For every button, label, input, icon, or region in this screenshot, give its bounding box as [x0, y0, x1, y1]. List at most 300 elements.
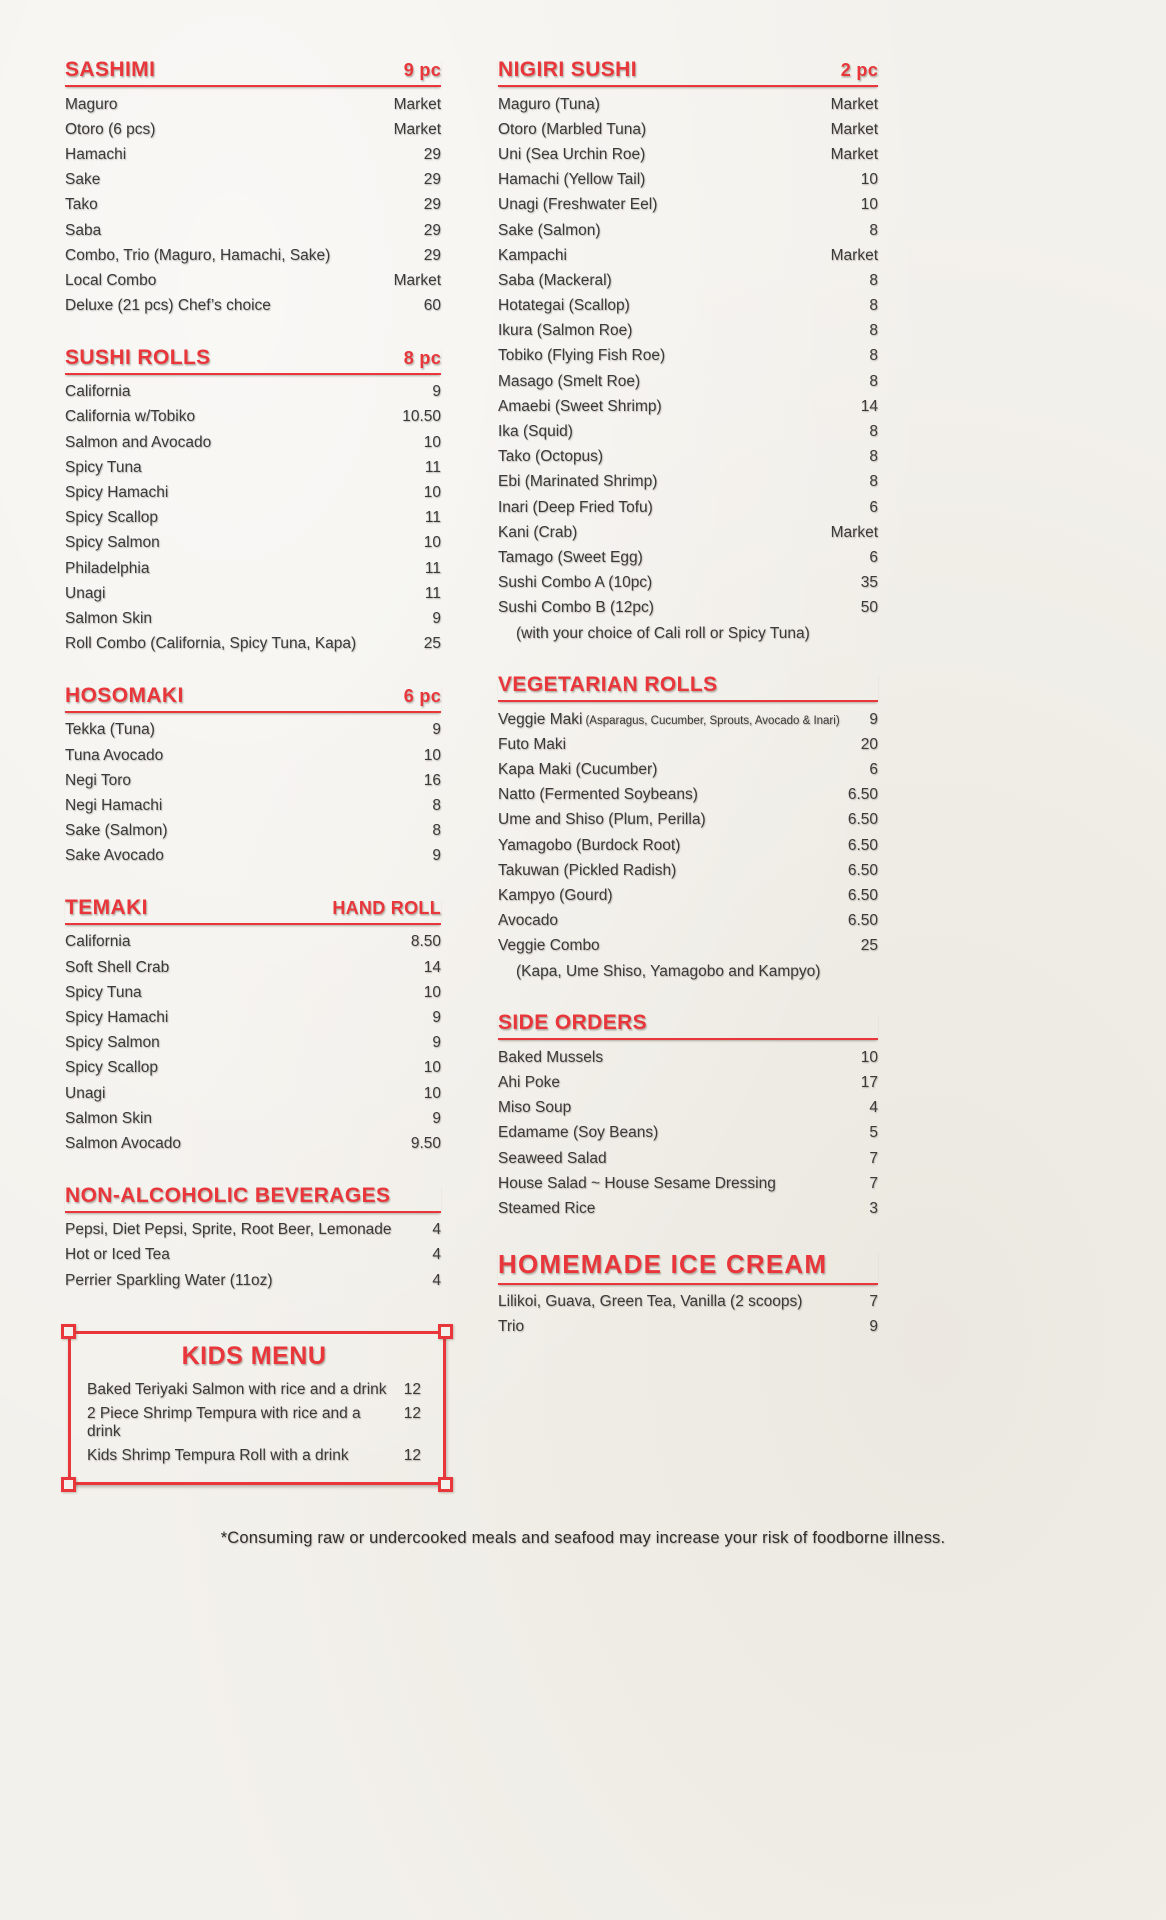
section-title: HOSOMAKI	[65, 683, 184, 707]
section-side-orders	[498, 1011, 878, 1221]
item-price: 50	[860, 599, 878, 617]
section-header	[65, 58, 441, 87]
item-detail: (Asparagus, Cucumber, Sprouts, Avocado & Inari)	[585, 714, 840, 727]
menu-item-row	[65, 793, 441, 818]
corner-ornament-icon	[438, 1477, 453, 1492]
item-name: California	[65, 383, 131, 401]
section-header	[65, 896, 441, 925]
menu-item-row	[498, 1121, 878, 1146]
menu-item-row	[65, 218, 441, 243]
item-price: 9	[432, 1109, 441, 1127]
item-name-wrap	[65, 247, 330, 265]
menu-item-row	[498, 909, 878, 934]
item-price: 11	[424, 458, 441, 476]
item-name-wrap	[65, 1110, 152, 1128]
menu-item-row	[65, 117, 441, 142]
item-name-wrap	[65, 560, 149, 578]
left-column	[65, 58, 441, 1485]
item-name: Veggie Maki	[498, 710, 583, 728]
item-price: 6.50	[847, 861, 878, 879]
item-name-wrap	[498, 599, 654, 617]
item-name: Veggie Combo	[498, 937, 600, 955]
item-name: Steamed Rice	[498, 1199, 596, 1217]
item-name: Salmon Skin	[65, 609, 153, 627]
kids-menu-items	[87, 1378, 421, 1468]
item-price: 4	[432, 1221, 441, 1239]
item-name-wrap	[65, 984, 142, 1002]
menu-item-row	[498, 707, 878, 732]
item-name-wrap	[498, 1124, 658, 1142]
item-price: 11	[424, 584, 441, 602]
item-name: Deluxe (21 pcs) Chef’s choice	[65, 297, 271, 315]
item-name: Spicy Tuna	[65, 983, 142, 1001]
item-name: Pepsi, Diet Pepsi, Sprite, Root Beer, Lemonade	[65, 1221, 392, 1239]
menu-item-row	[498, 243, 878, 268]
item-name-wrap	[65, 721, 155, 739]
item-name-wrap	[498, 912, 558, 930]
item-name: Negi Toro	[65, 771, 132, 789]
item-name-wrap	[65, 1034, 160, 1052]
item-name-wrap	[65, 459, 142, 477]
item-price: 6.50	[847, 912, 878, 930]
menu-item-row	[498, 1070, 878, 1095]
item-price: 6	[869, 498, 878, 516]
item-price: 14	[423, 958, 441, 976]
menu-item-row	[65, 92, 441, 117]
item-name-wrap	[498, 862, 676, 880]
item-name: Ika (Squid)	[498, 423, 573, 441]
section-title: VEGETARIAN ROLLS	[498, 673, 718, 697]
item-name: Salmon Avocado	[65, 1134, 182, 1152]
menu-item-row	[65, 980, 441, 1005]
item-name: Kids Shrimp Tempura Roll with a drink	[87, 1447, 349, 1465]
footer-disclaimer: *Consuming raw or undercooked meals and seafood may increase your risk of foodborne illness.	[220, 1529, 946, 1548]
left-column-sections	[65, 58, 441, 1293]
menu-item-row	[498, 344, 878, 369]
menu-item-row	[498, 520, 878, 545]
section-header	[498, 1011, 878, 1040]
item-price: 10	[860, 171, 878, 189]
section-title: NON-ALCOHOLIC BEVERAGES	[65, 1183, 391, 1207]
menu-item-row	[65, 819, 441, 844]
item-name-wrap	[498, 247, 567, 265]
item-name: Kampyo (Gourd)	[498, 887, 613, 905]
item-name: Spicy Tuna	[65, 458, 142, 476]
kids-menu-box	[68, 1331, 446, 1485]
item-price: 8	[869, 322, 878, 340]
menu-item-row	[65, 556, 441, 581]
item-list	[498, 707, 878, 984]
corner-ornament-icon	[438, 1324, 453, 1339]
menu-item-row	[65, 531, 441, 556]
item-name: Sake (Salmon)	[498, 221, 601, 239]
item-price: 6.50	[847, 836, 878, 854]
section-unit: 8 pc	[403, 347, 441, 368]
menu-item-row	[498, 1290, 878, 1315]
menu-item-row	[498, 858, 878, 883]
item-name-wrap	[498, 398, 662, 416]
item-name: Baked Mussels	[498, 1048, 604, 1066]
item-name-wrap	[498, 473, 657, 491]
item-name-wrap	[65, 222, 101, 240]
item-price: 20	[860, 735, 878, 753]
menu-item-row	[498, 394, 878, 419]
menu-item-row	[498, 419, 878, 444]
menu-item-row	[498, 1171, 878, 1196]
item-name: Takuwan (Pickled Radish)	[498, 861, 677, 879]
item-name-wrap	[65, 297, 271, 315]
menu-item-row	[65, 1081, 441, 1106]
item-price: 9	[869, 710, 878, 728]
item-name-wrap	[498, 1318, 524, 1336]
section-title: SIDE ORDERS	[498, 1011, 648, 1035]
item-name: Sushi Combo B (12pc)	[498, 599, 654, 617]
item-name: California	[65, 933, 131, 951]
item-price: 35	[860, 574, 878, 592]
item-price: 6.50	[847, 786, 878, 804]
section-header	[65, 684, 441, 713]
item-name: Baked Teriyaki Salmon with rice and a drink	[87, 1381, 387, 1399]
item-name-wrap	[498, 1049, 603, 1067]
item-name: Salmon Skin	[65, 1109, 153, 1127]
item-price: 8	[869, 448, 878, 466]
menu-columns	[65, 58, 1166, 1485]
menu-item-row	[65, 844, 441, 869]
menu-item-row	[498, 268, 878, 293]
item-name-wrap	[498, 574, 652, 592]
item-name-wrap	[65, 96, 118, 114]
menu-item-row	[498, 1146, 878, 1171]
item-list	[498, 1290, 878, 1340]
section-ice-cream	[498, 1249, 878, 1340]
item-price: 29	[423, 246, 441, 264]
item-price: 8	[432, 822, 441, 840]
menu-item-row	[498, 783, 878, 808]
menu-item-row	[498, 193, 878, 218]
item-name-wrap	[498, 937, 600, 955]
item-price: 10	[423, 1059, 441, 1077]
item-price: Market	[830, 246, 878, 264]
item-name-wrap	[65, 610, 152, 628]
item-name: Philadelphia	[65, 559, 150, 577]
section-sashimi	[65, 58, 441, 319]
item-name-wrap	[498, 196, 657, 214]
item-name: Local Combo	[65, 271, 157, 289]
menu-item-row	[65, 455, 441, 480]
item-name-wrap	[65, 434, 211, 452]
item-price: 10	[423, 484, 441, 502]
item-name: Avocado	[498, 912, 559, 930]
section-unit: 9 pc	[403, 60, 441, 80]
menu-item-row	[498, 732, 878, 757]
menu-item-row	[65, 243, 441, 268]
item-name: Sake (Salmon)	[65, 822, 168, 840]
kids-menu-item-row	[87, 1378, 421, 1402]
item-name: Ahi Poke	[498, 1073, 561, 1091]
item-price: 10	[423, 433, 441, 451]
menu-item-row	[65, 1268, 441, 1293]
item-name: Yamagobo (Burdock Root)	[498, 836, 681, 854]
menu-item-row	[498, 218, 878, 243]
item-name-wrap	[65, 196, 98, 214]
section-vegetarian	[498, 673, 878, 984]
menu-item-row	[498, 1045, 878, 1070]
item-name: Edamame (Soy Beans)	[498, 1124, 659, 1142]
menu-item-row	[498, 934, 878, 959]
item-price: 12	[403, 1381, 421, 1399]
menu-item-row	[65, 1031, 441, 1056]
menu-item-row	[65, 430, 441, 455]
item-name: Salmon and Avocado	[65, 433, 212, 451]
item-name: Unagi	[65, 584, 106, 602]
item-name-wrap	[498, 1200, 595, 1218]
item-name-wrap	[498, 837, 680, 855]
menu-item-row	[498, 596, 878, 621]
section-title: TEMAKI	[65, 895, 148, 919]
item-name: California w/Tobiko	[65, 408, 196, 426]
item-name-wrap	[498, 1150, 607, 1168]
item-price: Market	[830, 120, 878, 138]
item-name-wrap	[498, 1293, 802, 1311]
item-list	[498, 92, 878, 646]
item-name-wrap	[498, 347, 665, 365]
menu-item-row	[65, 294, 441, 319]
item-name: Spicy Hamachi	[65, 484, 169, 502]
menu-item-row	[65, 632, 441, 657]
item-price: 8	[869, 423, 878, 441]
kids-menu-item-row	[87, 1444, 421, 1468]
menu-item-row	[65, 1218, 441, 1243]
item-name-wrap	[65, 171, 100, 189]
menu-item-row	[65, 581, 441, 606]
item-price: 6.50	[847, 887, 878, 905]
menu-item-row	[65, 768, 441, 793]
item-price: 10	[860, 196, 878, 214]
item-name-wrap	[65, 1135, 181, 1153]
item-name-wrap	[65, 534, 160, 552]
item-price: 25	[860, 937, 878, 955]
item-name: Hotategai (Scallop)	[498, 297, 630, 315]
item-name-wrap	[498, 1175, 776, 1193]
item-name-wrap	[65, 383, 130, 401]
section-title: HOMEMADE ICE CREAM	[498, 1248, 828, 1279]
corner-ornament-icon	[61, 1324, 76, 1339]
item-name: 2 Piece Shrimp Tempura with rice and a drink	[87, 1405, 361, 1441]
item-name: Hot or Iced Tea	[65, 1246, 170, 1264]
item-price: 9	[432, 1034, 441, 1052]
menu-item-row	[65, 930, 441, 955]
item-name-wrap	[498, 499, 653, 517]
section-beverages	[65, 1184, 441, 1294]
item-list	[65, 380, 441, 657]
item-name: Seaweed Salad	[498, 1149, 607, 1167]
item-name-wrap	[65, 408, 195, 426]
item-price: 9	[869, 1318, 878, 1336]
menu-item-row	[65, 606, 441, 631]
menu-item-row	[65, 506, 441, 531]
item-name-wrap	[498, 549, 643, 567]
item-price: Market	[830, 95, 878, 113]
item-name-wrap	[498, 171, 645, 189]
item-name: Tuna Avocado	[65, 746, 164, 764]
item-price: 10	[423, 1084, 441, 1102]
item-name: Kapa Maki (Cucumber)	[498, 761, 658, 779]
item-price: 29	[423, 221, 441, 239]
section-header	[498, 1249, 878, 1285]
item-name-wrap	[498, 322, 632, 340]
item-name: Otoro (6 pcs)	[65, 120, 156, 138]
item-name-wrap	[65, 747, 163, 765]
item-name: Spicy Scallop	[65, 509, 159, 527]
section-title: SUSHI ROLLS	[65, 345, 211, 369]
menu-item-row	[65, 718, 441, 743]
item-price: 4	[432, 1271, 441, 1289]
item-price: 4	[432, 1246, 441, 1264]
item-name: Otoro (Marbled Tuna)	[498, 120, 647, 138]
menu-item-row	[65, 405, 441, 430]
item-price: 29	[423, 145, 441, 163]
item-price: 8	[869, 221, 878, 239]
item-price: 8	[869, 271, 878, 289]
section-header	[498, 58, 878, 87]
item-price: 10	[860, 1048, 878, 1066]
section-hosomaki	[65, 684, 441, 869]
item-name-wrap	[65, 1009, 168, 1027]
item-list	[65, 92, 441, 319]
menu-item-row	[498, 808, 878, 833]
item-name-wrap	[65, 933, 130, 951]
item-name: Ume and Shiso (Plum, Perilla)	[498, 811, 706, 829]
item-name-wrap	[65, 797, 162, 815]
item-price: 8	[869, 372, 878, 390]
menu-item-row	[65, 168, 441, 193]
item-name: Perrier Sparkling Water (11oz)	[65, 1271, 273, 1289]
menu-item-row	[498, 571, 878, 596]
item-price: 6	[869, 761, 878, 779]
item-price: 12	[403, 1447, 421, 1465]
item-price: 4	[869, 1099, 878, 1117]
item-price: 9	[432, 1009, 441, 1027]
item-name-wrap	[65, 822, 168, 840]
item-name-wrap	[498, 448, 603, 466]
item-price: Market	[393, 120, 441, 138]
item-price: 3	[869, 1199, 878, 1217]
item-name-wrap	[65, 1085, 106, 1103]
item-name: Spicy Salmon	[65, 534, 160, 552]
item-price: 10.50	[402, 408, 441, 426]
menu-item-row	[65, 1106, 441, 1131]
section-unit: HAND ROLL	[332, 897, 441, 918]
item-name: Miso Soup	[498, 1099, 572, 1117]
item-price: 29	[423, 196, 441, 214]
item-price: 11	[424, 509, 441, 527]
item-name: Hamachi	[65, 145, 127, 163]
item-name-wrap	[65, 146, 126, 164]
item-price: 10	[423, 983, 441, 1001]
item-name: Sake Avocado	[65, 847, 164, 865]
item-name: Sushi Combo A (10pc)	[498, 574, 653, 592]
item-name: Natto (Fermented Soybeans)	[498, 786, 698, 804]
section-temaki	[65, 896, 441, 1157]
corner-ornament-icon	[61, 1477, 76, 1492]
menu-item-row	[498, 1315, 878, 1340]
item-name: Spicy Salmon	[65, 1034, 160, 1052]
item-name: Lilikoi, Guava, Green Tea, Vanilla (2 scoops)	[498, 1293, 803, 1311]
menu-item-row	[65, 268, 441, 293]
kids-menu-item-row	[87, 1402, 421, 1444]
menu-item-row	[65, 1243, 441, 1268]
menu-item-row	[498, 1196, 878, 1221]
item-name: Maguro (Tuna)	[498, 95, 600, 113]
item-name-wrap	[498, 524, 577, 542]
item-name-wrap	[498, 272, 612, 290]
item-price: 8	[869, 473, 878, 491]
item-name-wrap	[498, 222, 601, 240]
item-note: (with your choice of Cali roll or Spicy Tuna)	[516, 624, 810, 642]
item-name-wrap	[498, 96, 600, 114]
section-nigiri	[498, 58, 878, 646]
item-name-wrap	[65, 1272, 273, 1290]
item-name-wrap	[498, 146, 645, 164]
item-price: 8.50	[410, 933, 441, 951]
item-name: Kampachi	[498, 246, 567, 264]
item-name: Unagi	[65, 1084, 106, 1102]
menu-item-row	[65, 1005, 441, 1030]
item-name: Trio	[498, 1318, 525, 1336]
item-name-wrap	[498, 711, 840, 729]
right-column-sections	[498, 58, 878, 1340]
item-name-wrap	[65, 1059, 158, 1077]
item-name: Kani (Crab)	[498, 523, 578, 541]
item-name: House Salad ~ House Sesame Dressing	[498, 1174, 776, 1192]
menu-item-row	[65, 743, 441, 768]
section-header	[498, 673, 878, 702]
section-header	[65, 346, 441, 375]
item-price: 9.50	[410, 1134, 441, 1152]
item-name: Saba (Mackeral)	[498, 271, 612, 289]
item-price: 8	[432, 796, 441, 814]
kids-menu-title: KIDS MENU	[181, 1342, 327, 1371]
item-name: Tako	[65, 196, 98, 214]
item-price: 6.50	[847, 811, 878, 829]
item-note: (Kapa, Ume Shiso, Yamagobo and Kampyo)	[516, 962, 821, 980]
item-name-wrap	[65, 121, 155, 139]
item-name-wrap	[498, 297, 630, 315]
menu-item-row	[498, 470, 878, 495]
item-name: Negi Hamachi	[65, 796, 163, 814]
item-name: Spicy Hamachi	[65, 1009, 169, 1027]
item-note-row	[498, 959, 878, 984]
item-price: 10	[423, 534, 441, 552]
item-name-wrap	[498, 811, 706, 829]
menu-item-row	[498, 319, 878, 344]
item-name: Inari (Deep Fried Tofu)	[498, 498, 653, 516]
item-name-wrap	[498, 786, 698, 804]
item-price: Market	[830, 523, 878, 541]
item-name-wrap	[65, 1221, 392, 1239]
item-name-wrap	[65, 772, 131, 790]
section-unit: 2 pc	[840, 60, 878, 80]
item-price: Market	[830, 145, 878, 163]
section-title: NIGIRI SUSHI	[498, 58, 637, 81]
item-price: Market	[393, 95, 441, 113]
item-price: 11	[424, 559, 441, 577]
item-price: 17	[860, 1073, 878, 1091]
menu-item-row	[498, 117, 878, 142]
menu-item-row	[65, 1131, 441, 1156]
item-price: 9	[432, 383, 441, 401]
menu-item-row	[498, 92, 878, 117]
